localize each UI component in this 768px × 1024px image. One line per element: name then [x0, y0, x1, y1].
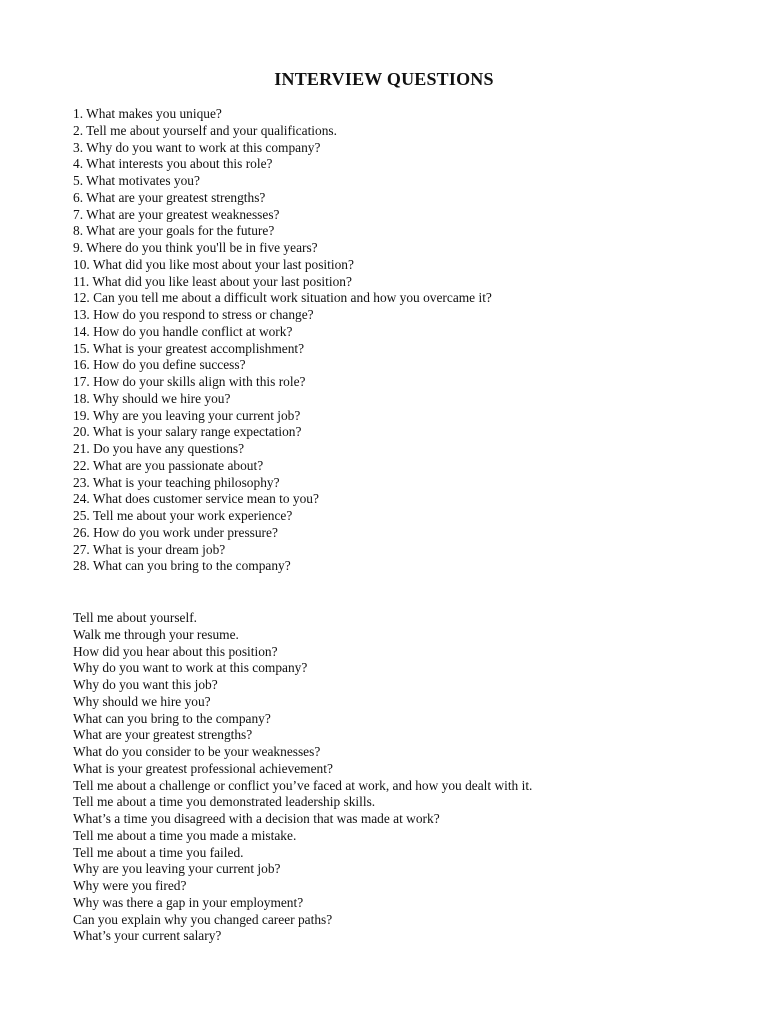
list-item: What’s a time you disagreed with a decision that was made at work?	[73, 811, 440, 826]
list-item: Tell me about a challenge or conflict you’ve faced at work, and how you dealt with it.	[73, 777, 533, 793]
list-item: Tell me about a time you made a mistake.	[73, 827, 297, 843]
list-item: 6. What are your greatest strengths?	[73, 189, 266, 205]
list-item: 21. Do you have any questions?	[73, 441, 245, 456]
list-item: Why were you fired?	[73, 878, 187, 893]
list-item: 16. How do you define success?	[73, 357, 246, 373]
list-item: What is your greatest professional achievement?	[73, 760, 333, 776]
list-item: 13. How do you respond to stress or change?	[73, 307, 314, 322]
list-item: Walk me through your resume.	[73, 626, 239, 642]
list-item: 14. How do you handle conflict at work?	[73, 323, 293, 339]
list-item: 10. What did you like most about your last position?	[73, 256, 354, 272]
page-title: INTERVIEW QUESTIONS	[274, 69, 494, 89]
list-item: Why do you want this job?	[73, 677, 218, 692]
list-item: 3. Why do you want to work at this company?	[73, 139, 321, 155]
list-item: 15. What is your greatest accomplishment?	[73, 340, 305, 356]
list-item: What are your greatest strengths?	[73, 727, 253, 743]
list-item: Tell me about a time you demonstrated leadership skills.	[73, 794, 376, 810]
list-item: 17. How do your skills align with this role?	[73, 374, 306, 389]
list-item: What can you bring to the company?	[73, 710, 271, 726]
list-item: 28. What can you bring to the company?	[73, 558, 291, 574]
list-item: 20. What is your salary range expectation?	[73, 424, 302, 440]
list-item: 25. Tell me about your work experience?	[73, 508, 293, 523]
plain-question-list	[73, 610, 532, 945]
list-item: 1. What makes you unique?	[73, 106, 222, 121]
list-item: 7. What are your greatest weaknesses?	[73, 206, 280, 222]
list-item: What do you consider to be your weaknesses?	[73, 744, 321, 759]
list-item: 27. What is your dream job?	[73, 541, 226, 557]
list-item: 8. What are your goals for the future?	[73, 223, 275, 239]
list-item: How did you hear about this position?	[73, 643, 278, 659]
list-item: 11. What did you like least about your last position?	[73, 273, 352, 289]
list-item: 26. How do you work under pressure?	[73, 524, 278, 540]
list-item: 9. Where do you think you'll be in five years?	[73, 240, 318, 255]
list-item: Why are you leaving your current job?	[73, 861, 281, 877]
list-item: 2. Tell me about yourself and your qualifications.	[73, 122, 337, 138]
list-item: 18. Why should we hire you?	[73, 390, 231, 406]
list-item: 12. Can you tell me about a difficult work situation and how you overcame it?	[73, 290, 492, 306]
numbered-question-list	[73, 106, 492, 575]
list-item: Tell me about yourself.	[73, 610, 198, 625]
list-item: Why was there a gap in your employment?	[73, 894, 304, 910]
list-item: 22. What are you passionate about?	[73, 457, 264, 473]
list-item: 5. What motivates you?	[73, 173, 200, 188]
list-item: Can you explain why you changed career paths?	[73, 911, 333, 927]
list-item: Tell me about a time you failed.	[73, 844, 244, 860]
list-item: Why should we hire you?	[73, 693, 211, 709]
list-item: 19. Why are you leaving your current job?	[73, 407, 301, 423]
list-item: Why do you want to work at this company?	[73, 660, 308, 676]
list-item: 24. What does customer service mean to you?	[73, 491, 319, 507]
list-item: 23. What is your teaching philosophy?	[73, 474, 280, 490]
list-item: 4. What interests you about this role?	[73, 156, 273, 172]
list-item: What’s your current salary?	[73, 928, 222, 944]
